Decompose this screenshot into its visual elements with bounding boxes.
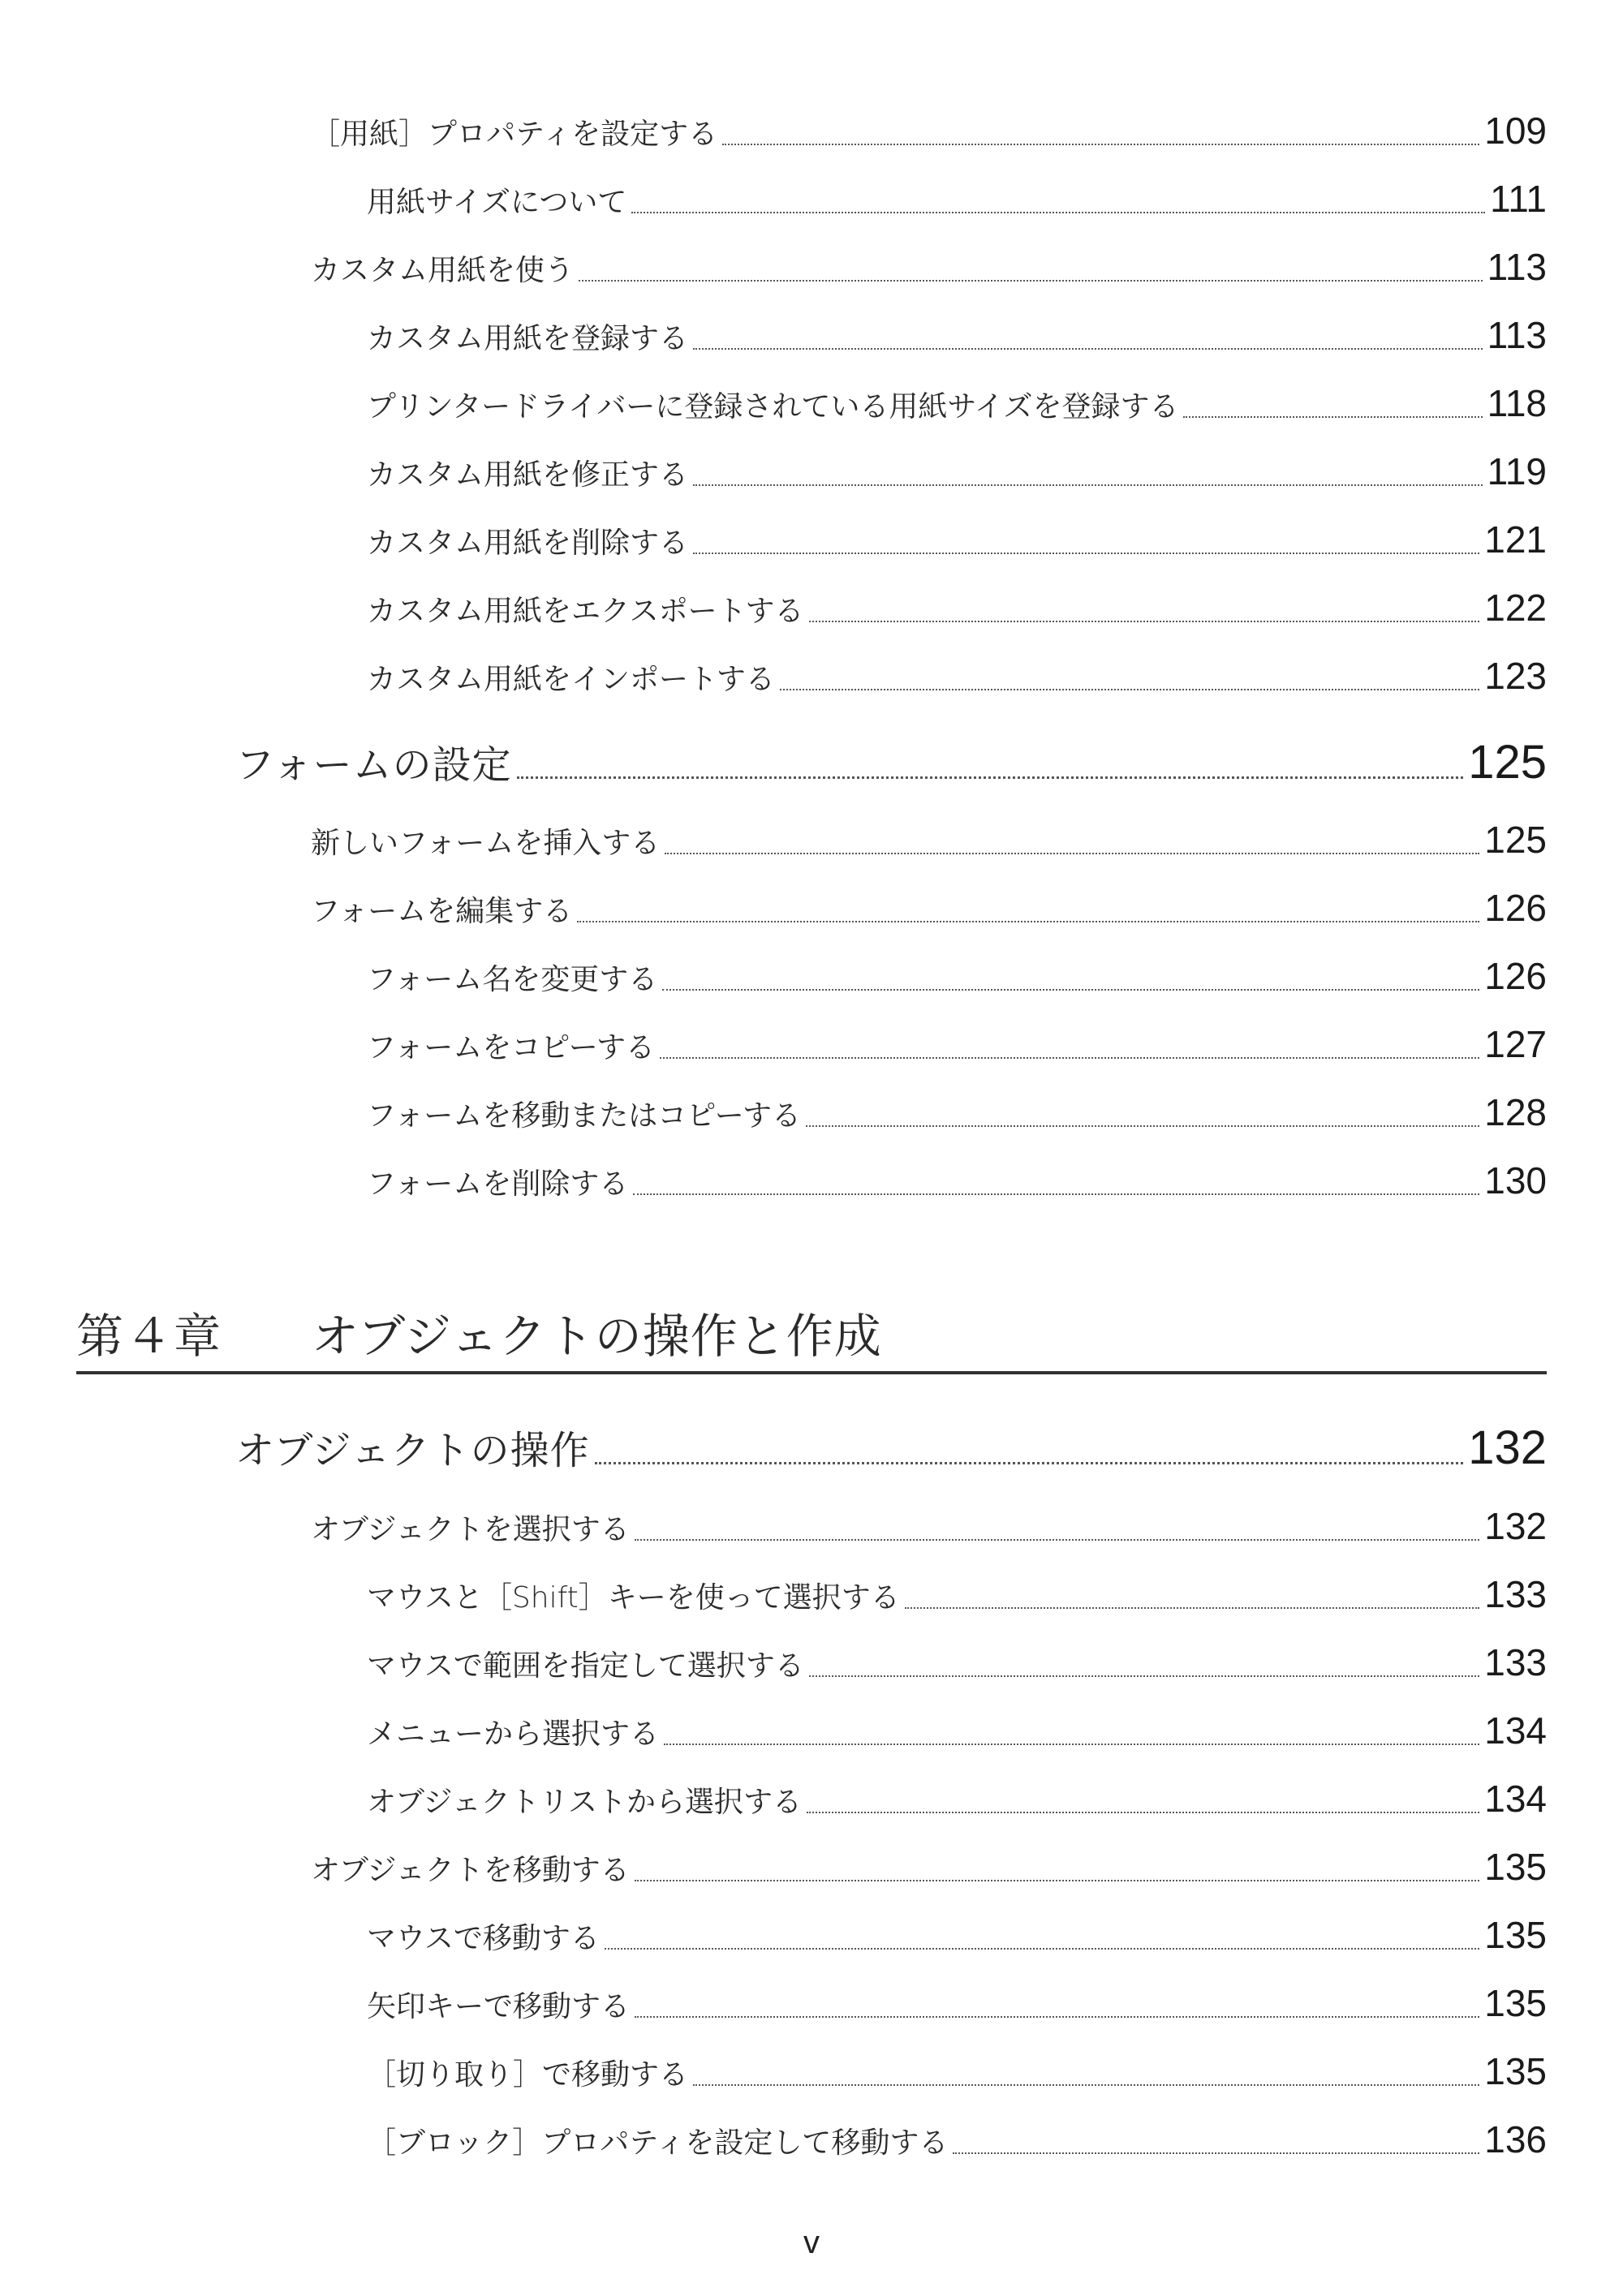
toc-entry-title: マウスで移動する <box>367 1922 600 1955</box>
toc-entry[interactable] <box>367 1710 1547 1752</box>
toc-entry-page: 125 <box>1468 736 1547 789</box>
toc-entry[interactable] <box>367 656 1547 698</box>
toc-entry-title: オブジェクトリストから選択する <box>367 1786 803 1819</box>
toc-entry-title: ［ブロック］プロパティを設定して移動する <box>367 2126 949 2160</box>
toc-entry[interactable] <box>311 247 1547 289</box>
toc-entry-page: 118 <box>1487 382 1547 424</box>
toc-entry-title: オブジェクトを移動する <box>311 1854 630 1887</box>
toc-leader-dots <box>953 2152 1479 2154</box>
toc-entry-title: ［用紙］プロパティを設定する <box>311 118 718 151</box>
toc-entry-page: 121 <box>1484 518 1547 561</box>
toc-entry-title: カスタム用紙をインポートする <box>367 663 775 696</box>
toc-leader-dots <box>635 1880 1479 1881</box>
toc-entry-page: 134 <box>1484 1709 1547 1752</box>
toc-entry-title: プリンタードライバーに登録されている用紙サイズを登録する <box>367 390 1179 424</box>
toc-entry-page: 119 <box>1487 450 1547 492</box>
toc-entry-page: 125 <box>1484 819 1547 861</box>
toc-entry-page: 122 <box>1484 587 1547 629</box>
toc-leader-dots <box>693 2084 1479 2086</box>
toc-leader-dots <box>807 1812 1479 1813</box>
toc-entry-page: 126 <box>1484 887 1547 929</box>
toc-entry[interactable] <box>367 1092 1547 1134</box>
toc-entry-page: 113 <box>1487 246 1547 288</box>
toc-entry-title: オブジェクトを選択する <box>311 1513 630 1546</box>
toc-entry[interactable] <box>311 1847 1547 1889</box>
toc-leader-dots <box>664 1743 1479 1745</box>
toc-entry[interactable] <box>367 178 1547 221</box>
toc-entry-page: 127 <box>1484 1023 1547 1065</box>
toc-entry-page: 132 <box>1468 1421 1547 1474</box>
toc-leader-dots <box>662 989 1479 991</box>
toc-entry-title: フォーム名を変更する <box>367 963 658 996</box>
toc-entry-title: マウスと［Shift］キーを使って選択する <box>367 1581 900 1615</box>
toc-leader-dots <box>635 2016 1479 2018</box>
toc-leader-dots <box>693 553 1479 554</box>
toc-leader-dots <box>660 1057 1479 1059</box>
toc-leader-dots <box>631 212 1485 213</box>
toc-entry[interactable] <box>367 315 1547 357</box>
toc-leader-dots <box>633 1193 1479 1195</box>
toc-entry[interactable] <box>367 2119 1547 2161</box>
toc-entry-title: フォームを移動またはコピーする <box>367 1099 801 1133</box>
toc-entry[interactable] <box>367 451 1547 493</box>
toc-entry-page: 135 <box>1484 2050 1547 2092</box>
toc-entry-title: カスタム用紙を使う <box>311 254 575 287</box>
toc-entry-page: 113 <box>1487 314 1547 356</box>
toc-entry-title: カスタム用紙を登録する <box>367 322 689 355</box>
chapter-heading <box>76 1296 1547 1374</box>
toc-entry[interactable] <box>367 587 1547 630</box>
toc-entry[interactable] <box>367 1778 1547 1821</box>
toc-leader-dots <box>517 776 1464 779</box>
toc-entry-page: 136 <box>1484 2118 1547 2161</box>
toc-leader-dots <box>693 348 1483 350</box>
toc-entry[interactable] <box>367 1915 1547 1957</box>
chapter-number: 第４章 <box>76 1309 223 1364</box>
toc-entry-title: カスタム用紙を修正する <box>367 458 689 492</box>
toc-entry-title: カスタム用紙を削除する <box>367 527 689 560</box>
toc-entry-page: 130 <box>1484 1159 1547 1202</box>
toc-entry-page: 134 <box>1484 1778 1547 1820</box>
toc-entry-title: オブジェクトの操作 <box>235 1428 590 1473</box>
toc-leader-dots <box>1183 416 1482 418</box>
toc-leader-dots <box>665 853 1479 854</box>
toc-entry[interactable] <box>367 1642 1547 1684</box>
toc-section-heading[interactable] <box>235 1418 1547 1475</box>
toc-entry[interactable] <box>311 888 1547 930</box>
toc-leader-dots <box>806 1125 1479 1127</box>
toc-entry-title: フォームを編集する <box>311 895 573 928</box>
toc-entry-title: フォームをコピーする <box>367 1031 655 1064</box>
toc-leader-dots <box>635 1539 1479 1541</box>
toc-entry[interactable] <box>367 1574 1547 1616</box>
toc-entry-title: マウスで範囲を指定して選択する <box>367 1649 804 1683</box>
chapter-title: オブジェクトの操作と作成 <box>312 1309 882 1364</box>
toc-entry-title: フォームの設定 <box>235 742 512 788</box>
toc-entry-page: 135 <box>1484 1914 1547 1956</box>
toc-entry[interactable] <box>367 1024 1547 1066</box>
toc-leader-dots <box>579 280 1483 282</box>
toc-entry[interactable] <box>367 1983 1547 2025</box>
toc-section-heading[interactable] <box>235 733 1547 789</box>
toc-entry-title: 用紙サイズについて <box>367 186 627 219</box>
toc-entry-page: 109 <box>1484 110 1547 152</box>
toc-entry-page: 123 <box>1484 655 1547 697</box>
toc-leader-dots <box>577 921 1479 922</box>
toc-entry-title: 矢印キーで移動する <box>367 1990 631 2023</box>
toc-entry-title: メニューから選択する <box>367 1718 660 1751</box>
toc-entry[interactable] <box>311 819 1547 862</box>
toc-entry-page: 135 <box>1484 1982 1547 2024</box>
toc-entry-page: 128 <box>1484 1091 1547 1133</box>
toc-entry-title: カスタム用紙をエクスポートする <box>367 595 804 628</box>
toc-entry-page: 111 <box>1490 178 1547 220</box>
toc-entry[interactable] <box>367 2051 1547 2093</box>
toc-entry[interactable] <box>311 110 1547 153</box>
toc-entry-page: 126 <box>1484 955 1547 997</box>
toc-entry[interactable] <box>367 1160 1547 1202</box>
toc-leader-dots <box>809 1675 1479 1677</box>
toc-entry-title: フォームを削除する <box>367 1167 629 1201</box>
toc-entry[interactable] <box>367 956 1547 998</box>
toc-entry-title: ［切り取り］で移動する <box>367 2058 689 2092</box>
toc-entry[interactable] <box>367 519 1547 561</box>
toc-entry[interactable] <box>311 1506 1547 1548</box>
toc-entry-page: 135 <box>1484 1846 1547 1888</box>
toc-entry[interactable] <box>367 383 1547 425</box>
toc-entry-title: 新しいフォームを挿入する <box>311 827 661 860</box>
toc-entry-page: 133 <box>1484 1573 1547 1615</box>
toc-entry-page: 133 <box>1484 1641 1547 1683</box>
toc-leader-dots <box>595 1462 1464 1464</box>
page-folio: v <box>803 2225 820 2260</box>
toc-leader-dots <box>905 1607 1480 1609</box>
toc-leader-dots <box>693 484 1483 486</box>
toc-leader-dots <box>780 689 1479 690</box>
toc-leader-dots <box>809 621 1480 622</box>
toc-leader-dots <box>722 144 1479 145</box>
toc-leader-dots <box>605 1948 1479 1950</box>
toc-entry-page: 132 <box>1484 1505 1547 1547</box>
